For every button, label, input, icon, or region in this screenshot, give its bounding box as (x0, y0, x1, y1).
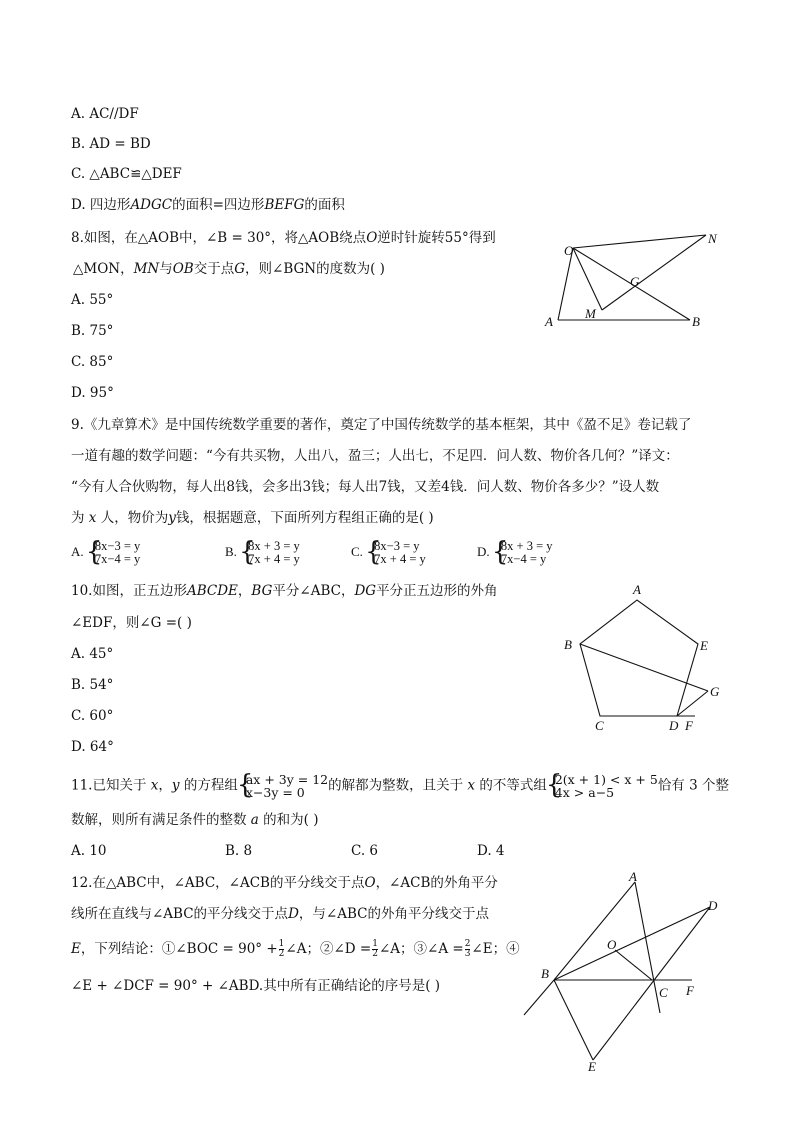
eq: 4x > a−5 (554, 785, 615, 800)
text: ，则∠BGN的度数为( ) (245, 261, 385, 277)
numerator: 1 (278, 939, 285, 949)
fig-label: N (708, 231, 717, 246)
denominator: 2 (372, 949, 378, 959)
inequality-system (547, 773, 658, 799)
fig-label: A (545, 314, 553, 329)
eq: x−3y = 0 (245, 785, 305, 800)
q11-stem-line1 (71, 773, 729, 799)
text: 恰有 3 个整 (657, 777, 729, 794)
fig-label: A (629, 870, 637, 884)
equation-system (240, 540, 300, 566)
eq: 7x−4 = y (94, 552, 141, 566)
equation-system (493, 540, 553, 566)
text: 与 (159, 261, 173, 277)
fig-label: F (686, 983, 694, 998)
var: BEFG (264, 197, 305, 213)
label: D. (477, 543, 490, 559)
equation-system (238, 773, 328, 799)
q7-option-a: A. AC//DF (71, 106, 139, 122)
q9-option-b (225, 540, 300, 566)
q10-option-d: D. 64° (71, 739, 114, 755)
q7-option-c: C. △ABC≌△DEF (71, 166, 182, 182)
text: ∠A；②∠D = (285, 941, 372, 957)
q7-option-b: B. AD = BD (71, 136, 151, 152)
q11-option-a: A. 10 (71, 843, 107, 859)
var: O (364, 875, 376, 891)
eq: { 2(x + 1) < x + 5 (554, 772, 658, 787)
fraction (372, 940, 378, 959)
numerator: 1 (372, 939, 378, 949)
fig-label: B (564, 637, 572, 652)
text: 的和为( ) (263, 812, 319, 828)
eq: { ax + 3y = 12 (245, 772, 329, 787)
q8-stem-line1 (71, 229, 496, 247)
q12-stem-line1 (71, 874, 498, 892)
var: x (88, 510, 97, 526)
eq: { 8x + 3 = y (500, 539, 553, 553)
text: ∠A；③∠A = (378, 941, 464, 957)
text: D. 四边形 (71, 197, 131, 213)
text: ， (237, 583, 252, 599)
text: 的解都为整数，且关于 (328, 777, 464, 794)
q10-option-b: B. 54° (71, 677, 114, 693)
var: E (71, 941, 81, 957)
text: △MON， (73, 261, 134, 277)
var: BG (251, 583, 273, 599)
text: ，与∠ABC的外角平分线交于点 (298, 906, 489, 922)
var: OB (172, 261, 194, 277)
q12-stem-line3 (71, 940, 520, 959)
q10-option-a: A. 45° (71, 646, 114, 662)
q9-option-d (477, 540, 553, 566)
fig-label: A (633, 582, 641, 597)
q8-option-c: C. 85° (71, 354, 114, 370)
var: a (250, 812, 259, 828)
text: 线所在直线与∠ABC的平分线交于点 (71, 906, 289, 922)
eq: { 8x−3 = y (374, 539, 420, 553)
text: ，∠ACB的外角平分 (375, 875, 498, 891)
q10-stem-line2: ∠EDF，则∠G =( ) (71, 615, 192, 631)
fig-label: O (564, 243, 574, 258)
text: 钱，根据题意，下面所列方程组正确的是( ) (175, 510, 434, 526)
fig-label: G (710, 684, 720, 699)
var: y (168, 510, 176, 526)
q12-stem-line2 (71, 905, 489, 923)
fig-label: M (585, 306, 596, 321)
eq: { 8x−3 = y (94, 539, 141, 553)
text: 10.如图，正五边形 (71, 583, 187, 599)
fig-label: C (595, 718, 604, 733)
fig-label: F (685, 718, 693, 733)
text: 12.在△ABC中，∠ABC，∠ACB的平分线交于点 (71, 875, 365, 891)
text: 的方程组 (183, 777, 238, 794)
var: x (467, 777, 476, 794)
text: 的面积 (304, 197, 345, 213)
eq: 7x−4 = y (500, 552, 547, 566)
var: O (366, 230, 378, 246)
q12-stem-line4: ∠E + ∠DCF = 90° + ∠ABD.其中所有正确结论的序号是( ) (71, 978, 441, 994)
fig-label: E (588, 1059, 596, 1074)
fig-label: B (692, 314, 700, 329)
q11-option-b: B. 8 (225, 843, 253, 859)
q9-stem-line3: “今有人合伙购物，每人出8钱，会多出3钱；每人出7钱，又差4钱．问人数、物价各多少？”设人数 (71, 479, 660, 495)
eq: 7x + 4 = y (248, 552, 300, 566)
fig-label: C (659, 985, 668, 1000)
var: D (288, 906, 299, 922)
text: 的不等式组 (479, 777, 547, 794)
fraction (279, 940, 285, 959)
var: ABCDE (186, 583, 238, 599)
var: G (234, 261, 246, 277)
q10-figure (555, 580, 730, 735)
q9-option-a (71, 540, 140, 566)
q9-option-c (351, 540, 426, 566)
label: B. (225, 543, 237, 559)
q12-figure (520, 870, 730, 1075)
q10-stem-line1 (71, 582, 498, 600)
text: 逆时针旋转55°得到 (377, 230, 496, 246)
text: ∠E；④ (471, 941, 520, 957)
q8-figure (540, 225, 730, 335)
fraction (465, 940, 471, 959)
q7-option-d (71, 196, 345, 214)
var: DG (354, 583, 377, 599)
text: 数解，则所有满足条件的整数 (71, 812, 247, 828)
fig-label: B (541, 966, 549, 981)
text: 平分正五边形的外角 (376, 583, 498, 599)
text: 为 (71, 510, 85, 526)
text: 人，物价为 (100, 510, 169, 526)
eq: 7x + 4 = y (374, 552, 426, 566)
equation-system (87, 540, 140, 566)
var: MN (133, 261, 160, 277)
text: 的面积=四边形 (172, 197, 265, 213)
text: 8.如图，在△AOB中，∠B = 30°，将△AOB绕点 (71, 230, 367, 246)
var: x (150, 777, 159, 794)
label: C. (351, 543, 363, 559)
text: 11.已知关于 (71, 777, 147, 794)
denominator: 2 (278, 949, 285, 959)
q8-option-b: B. 75° (71, 323, 114, 339)
var: y (171, 777, 180, 794)
numerator: 2 (464, 939, 471, 949)
q11-option-c: C. 6 (351, 843, 379, 859)
q8-option-a: A. 55° (71, 292, 114, 308)
text: 平分∠ABC， (272, 583, 355, 599)
q10-option-c: C. 60° (71, 708, 114, 724)
fig-label: E (700, 638, 708, 653)
var: ADGC (130, 197, 173, 213)
q8-option-d: D. 95° (71, 385, 114, 401)
fig-label: D (708, 898, 718, 913)
q9-stem-line4 (71, 509, 434, 527)
q9-stem-line2: 一道有趣的数学问题：“今有共买物，人出八，盈三；人出七，不足四．问人数、物价各几何？”译文： (71, 448, 679, 464)
q9-stem-line1: 9.《九章算术》是中国传统数学重要的著作，奠定了中国传统数学的基本框架，其中《盈不足》卷记载了 (71, 417, 692, 433)
fig-label: D (669, 718, 679, 733)
fig-label: G (630, 274, 640, 289)
label: A. (71, 543, 84, 559)
q11-option-d: D. 4 (477, 843, 505, 859)
denominator: 3 (464, 949, 471, 959)
fig-label: O (607, 937, 617, 952)
equation-system (366, 540, 426, 566)
text: ，下列结论：①∠BOC = 90° + (80, 941, 278, 957)
q8-stem-line2 (73, 260, 385, 278)
text: ， (158, 777, 172, 794)
q11-stem-line2 (71, 811, 318, 829)
eq: { 8x + 3 = y (248, 539, 300, 553)
text: 交于点 (193, 261, 235, 277)
